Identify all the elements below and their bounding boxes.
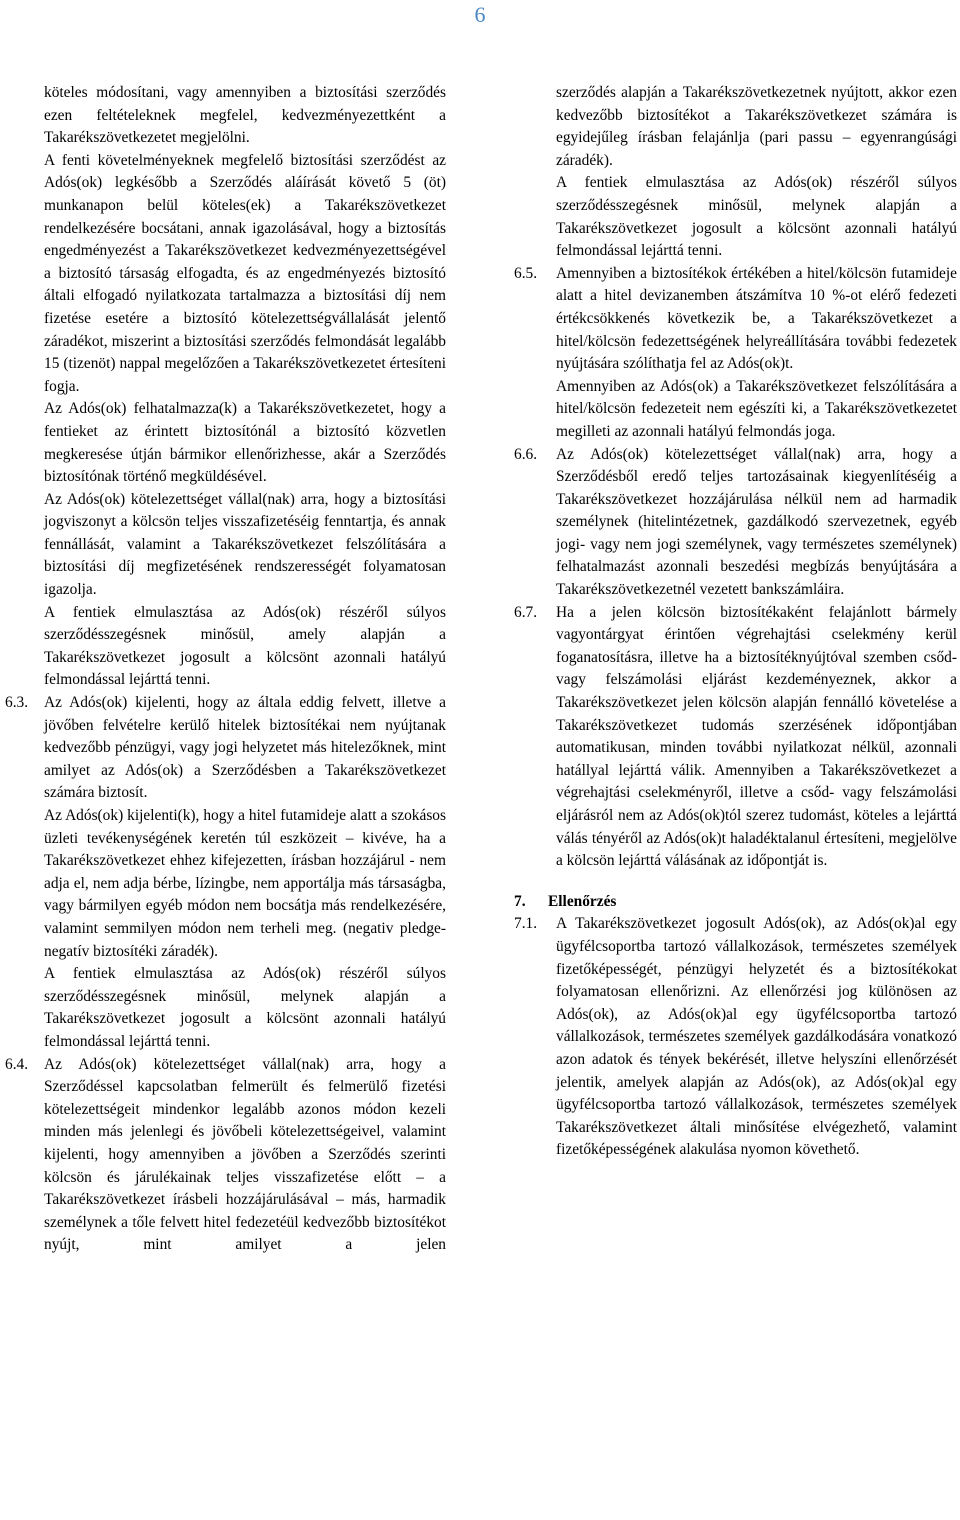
section-6-3 <box>5 692 446 1054</box>
section-6-7 <box>514 602 957 873</box>
paragraph: Amennyiben a biztosítékok értékében a hitel/kölcsön futamideje alatt a hitel devizanemben átszámítva 10 %-ot elérő fedezeti értékcsökkenés következik be, a Takarékszövetkezet a hitel/kölcsön fedezettségének helyreállítására további fedezetek nyújtására szólíthatja fel az Adós(ok)t. <box>556 264 957 373</box>
paragraph: A fenti követelményeknek megfelelő biztosítási szerződést az Adós(ok) legkésőbb a Szerződés aláírását követő 5 (öt) munkanapon belül köteles(ek) a Takarékszövetkezet rendelkezésére bocsátani, annak igazolásával, hogy a biztosítás engedményezést a Takarékszövetkezet kedvezményezettségével a biztosító társaság elfogadta, és az engedményezés biztosító általi elfogadó nyilatkozata tartalmazza a biztosítási díj nem fizetése esetére a biztosító kötelezettségvállalását jelentő záradékot, miszerint a biztosítási szerződés felmondását legalább 15 (tizenöt) nappal megelőzően a Takarékszövetkezetet értesíteni fogja. <box>44 151 446 395</box>
section-number: 6.6. <box>514 445 538 463</box>
paragraph: A fentiek elmulasztása az Adós(ok) részéről súlyos szerződésszegésnek minősül, melynek alapján a Takarékszövetkezet jogosult a kölcsönt azonnali hatályú felmondással lejárttá tenni. <box>44 965 446 1050</box>
paragraph: A fentiek elmulasztása az Adós(ok) részéről súlyos szerződésszegésnek minősül, melynek alapján a Takarékszövetkezet jogosult a kölcsönt azonnali hatályú felmondással lejárttá tenni. <box>556 174 957 260</box>
paragraph: Ha a jelen kölcsön biztosítékaként felajánlott bármely vagyontárgyat érintően végrehajtási cselekmény kerül foganatosításra, illetve ha a biztosítéknyújtóval szemben csőd- vagy felszámolási eljárást kezdeményeznek, akkor a Takarékszövetkezet jelen kölcsön alapján fennálló követelése a Takarékszövetkezet tudomás szerzésének időpontjában automatikusan, minden további nyilatkozat nélkül, azonnali hatállyal lejárttá válik. Amennyiben a Takarékszövetkezet a végrehajtási cselekményről, illetve a csőd- vagy felszámolási eljárásról nem az Adós(ok)tól szerez tudomást, köteles a lejárttá válás tényéről az Adós(ok)t haladéktalanul értesíteni, megjelölve a kölcsön lejárttá válásának az időpontját is. <box>556 603 957 870</box>
heading-title: Ellenőrzés <box>548 892 617 910</box>
paragraph: Az Adós(ok) kijelenti, hogy az általa eddig felvett, illetve a jövőben felvételre kerülő hitelek biztosítékai nem nyújtanak kedvezőbb pénzügyi, vagy jogi helyzetet más hitelezőknek, mint amilyet az Adós(ok) a Szerződésben a Takarékszövetkezet számára biztosít. <box>44 694 446 802</box>
paragraph: Az Adós(ok) felhatalmazza(k) a Takarékszövetkezetet, hogy a fentieket az érintett biztosítónál a biztosító közvetlen megkeresése útján bármikor ellenőrizhesse, akár a Szerződés biztosítónak történő megküldésével. <box>44 400 446 486</box>
section-number: 7.1. <box>514 915 538 933</box>
section-number: 6.5. <box>514 264 538 282</box>
heading-number: 7. <box>514 892 526 910</box>
paragraph: Az Adós(ok) kötelezettséget vállal(nak) arra, hogy a Szerződéssel kapcsolatban felmerült és felmerülő fizetési kötelezettségeit mindenkor legalább azonos módon kezeli minden más jelenlegi és jövőbeli kötelezettségeivel, valamint kijelenti, hogy amennyiben a jövőben a Szerződés szerinti kölcsön és járulékainak teljes visszafizetése előtt – a Takarékszövetkezet írásbeli hozzájárulásával – más, harmadik személynek a tőle felvett hitel fedezetéül kedvezőbb biztosítékot nyújt, mint amilyet a jelen <box>44 1055 446 1254</box>
paragraph: Az Adós(ok) kijelenti(k), hogy a hitel futamideje alatt a szokásos üzleti tevékenységének keretén túl eszközeit – kivéve, ha a Takarékszövetkezet ehhez kifejezetten, írásban hozzájárul - nem adja el, nem adja bérbe, lízingbe, nem apportálja más társaságba, vagy bármilyen egyéb módon nem bocsátja más rendelkezésére, valamint semmilyen módon nem terheli meg. (negativ pledge- negatív biztosítéki záradék). <box>44 807 446 960</box>
section-number: 6.3. <box>5 694 29 712</box>
section-6-6 <box>514 444 957 602</box>
paragraph: Az Adós(ok) kötelezettséget vállal(nak) arra, hogy a Szerződésből eredő teljes tartozásainak kiegyenlítéséig a Takarékszövetkezet hozzájárulása nélkül nem ad harmadik személynek (hitelintézetnek, gazdálkodó szervezetnek, egyéb jogi- vagy nem jogi személynek, vagy természetes személynek) felhatalmazást azonnali beszedési megbízás benyújtására a Takarékszövetkezetnél vezetett bankszámláira. <box>556 445 957 599</box>
paragraph: szerződés alapján a Takarékszövetkezetnek nyújtott, akkor ezen kedvezőbb biztosítékot a Takarékszövetkezet számára is egyidejűleg írásban felajánlja (pari passu – egyenrangúsági záradék). <box>556 84 957 169</box>
left-column <box>5 82 446 1257</box>
paragraph: Az Adós(ok) kötelezettséget vállal(nak) arra, hogy a biztosítási jogviszonyt a kölcsön teljes visszafizetéséig fenntartja, és annak fennállását, valamint a Takarékszövetkezet felszólítására a biztosítási díj megfizetésének rendszerességét folyamatosan igazolja. <box>44 490 446 599</box>
paragraph: köteles módosítani, vagy amennyiben a biztosítási szerződés ezen feltételeknek megfelel, kedvezményezettként a Takarékszövetkezetet megjelölni. <box>44 84 446 147</box>
section-heading-7 <box>514 891 957 914</box>
paragraph: A fentiek elmulasztása az Adós(ok) részéről súlyos szerződésszegésnek minősül, amely alapján a Takarékszövetkezet jogosult a kölcsönt azonnali hatályú felmondással lejárttá tenni. <box>44 603 446 689</box>
paragraph: Amennyiben az Adós(ok) a Takarékszövetkezet felszólítására a hitel/kölcsön fedezeteit nem egészíti ki, a Takarékszövetkezetet megilleti az azonnali hatályú felmondás joga. <box>556 377 957 440</box>
section-7-1 <box>514 913 957 1162</box>
section-6-4 <box>5 1054 446 1257</box>
section-number: 6.4. <box>5 1055 29 1073</box>
section-number: 6.7. <box>514 603 538 621</box>
right-column <box>514 82 957 1162</box>
section-6-5 <box>514 263 957 444</box>
paragraph: A Takarékszövetkezet jogosult Adós(ok), az Adós(ok)al egy ügyfélcsoportba tartozó vállalkozások, természetes személyek fizetőképességét, pénzügyi helyzetét és a biztosítékokat folyamatosan ellenőrizni. Az ellenőrzési jog különösen az Adós(ok), az Adós(ok)al egy ügyfélcsoportba tartozó vállalkozások, természetes személyek gazdálkodására vonatkozó azon adatok és tények bekérését, illetve helyszíni ellenőrzését jelentik, amelyek alapján az Adós(ok), az Adós(ok)al egy ügyfélcsoportba tartozó vállalkozások, természetes személyek Takarékszövetkezet általi minősítése elvégezhető, valamint fizetőképességének alakulása nyomon követhető. <box>556 915 957 1159</box>
page-number: 6 <box>474 2 486 27</box>
